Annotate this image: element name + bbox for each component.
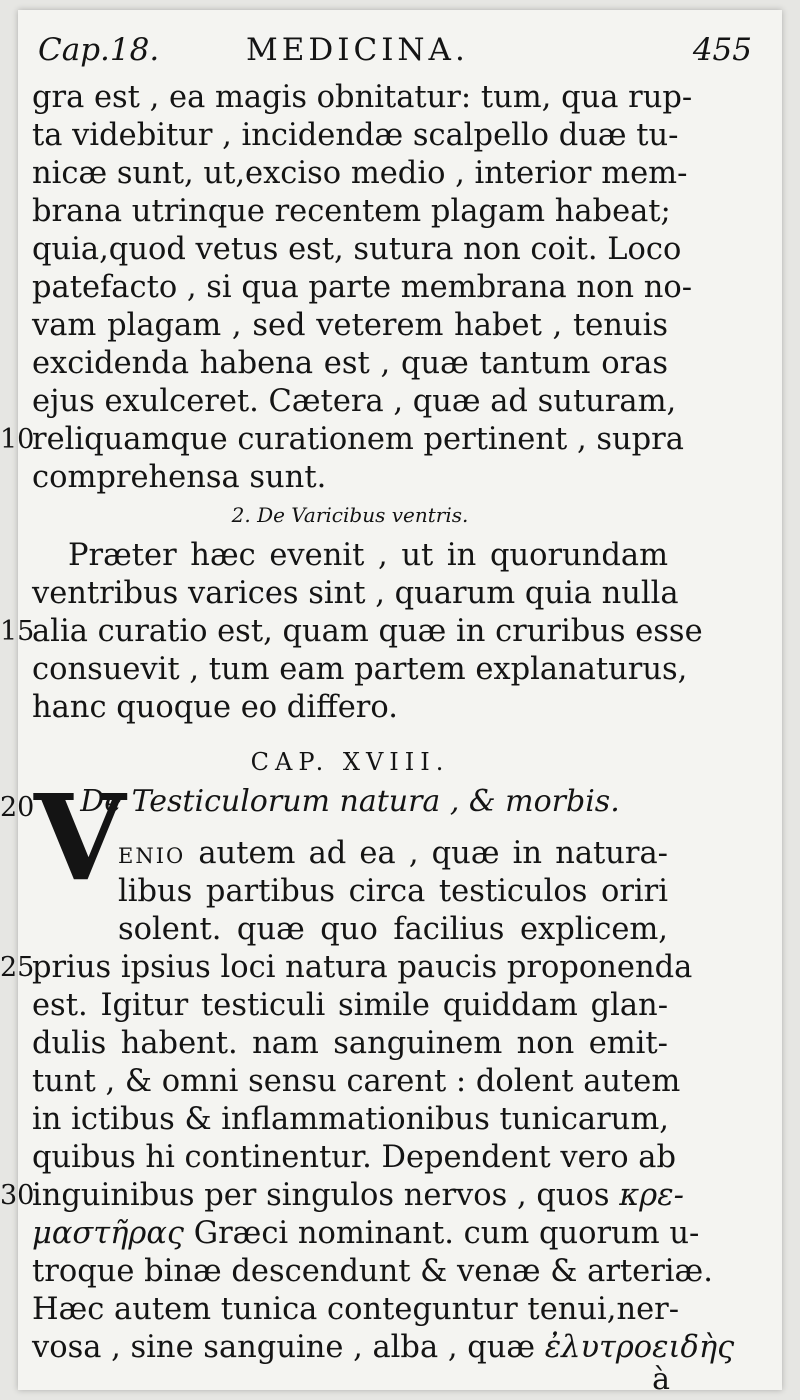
text-line: est. Igitur testiculi simile quiddam glan- [32, 988, 668, 1023]
text-line: prius ipsius loci natura paucis proponenda [32, 950, 693, 985]
text-line: dulis habent. nam sanguinem non emit- [32, 1026, 668, 1061]
text-line: gra est , ea magis obnitatur: tum, qua rup- [32, 80, 693, 115]
book-page [0, 10, 782, 1397]
text-fragment: Græci nominant. cum quorum u- [193, 1216, 700, 1251]
text-line: patefacto , si qua parte membrana non no- [32, 270, 693, 305]
text-line: hanc quoque eo differo. [32, 690, 398, 725]
text-line: comprehensa sunt. [32, 460, 327, 495]
text-line: in ictibus & inflammationibus tunicarum, [32, 1102, 669, 1137]
text-line [32, 1330, 735, 1366]
text-line: nicæ sunt, ut,exciso medio , interior mem- [32, 156, 688, 191]
chapter-label: CAP. XVIII. [250, 748, 450, 776]
text-line: tunt , & omni sensu carent : dolent autem [32, 1064, 681, 1099]
running-header [38, 32, 752, 72]
text-line [32, 1178, 684, 1214]
text-line: alia curatio est, quam quæ in cruribus esse [32, 614, 703, 649]
text-line: ta videbitur , incidendæ scalpello duæ tu- [32, 118, 679, 153]
text-line: troque binæ descendunt & venæ & arteriæ. [32, 1254, 713, 1289]
text-line: solent. quæ quo facilius explicem, [118, 912, 668, 947]
text-fragment: vosa , sine sanguine , alba , quæ [32, 1330, 536, 1365]
text-line: quibus hi continentur. Dependent vero ab [32, 1140, 676, 1175]
chapter-reference: Cap.18. [38, 32, 160, 68]
text-line [118, 836, 668, 874]
page-number: 455 [692, 32, 752, 68]
running-title: MEDICINA. [246, 32, 469, 68]
text-line: libus partibus circa testiculos oriri [118, 874, 668, 909]
text-line: ejus exulceret. Cætera , quæ ad suturam, [32, 384, 677, 419]
text-line: reliquamque curationem pertinent , supra [32, 422, 684, 457]
text-line: ventribus varices sint , quarum quia nulla [32, 576, 679, 611]
text-line: brana utrinque recentem plagam habeat; [32, 194, 671, 229]
text-fragment: inguinibus per singulos nervos , quos [32, 1178, 610, 1213]
text-line: vam plagam , sed veterem habet , tenuis [32, 308, 668, 343]
line-number: 20 [0, 792, 35, 823]
line-number: 15 [0, 616, 35, 647]
chapter-title: De Testiculorum natura , & morbis. [80, 784, 620, 819]
line-number: 25 [0, 952, 35, 983]
text-line: Præter hæc evenit , ut in quorundam [68, 538, 668, 573]
text-line [32, 1216, 700, 1252]
text-line: consuevit , tum eam partem explanaturus, [32, 652, 688, 687]
catchword: à [652, 1362, 670, 1397]
text-line: Hæc autem tunica conteguntur tenui,ner- [32, 1292, 680, 1327]
greek-word: κρε- [619, 1178, 684, 1213]
line-number: 10 [0, 424, 35, 455]
text-line: quia,quod vetus est, sutura non coit. Loco [32, 232, 682, 267]
line-number: 30 [0, 1180, 35, 1211]
drop-cap: V [34, 768, 126, 907]
text-fragment: autem ad ea , quæ in natura- [198, 836, 668, 871]
greek-word: ἐλυτροειδὴς [544, 1330, 735, 1365]
greek-word: μαστῆρας [32, 1216, 184, 1251]
small-caps-word: ENIO [118, 844, 186, 868]
text-line: excidenda habena est , quæ tantum oras [32, 346, 668, 381]
section-subheading: 2. De Varicibus ventris. [231, 503, 469, 527]
